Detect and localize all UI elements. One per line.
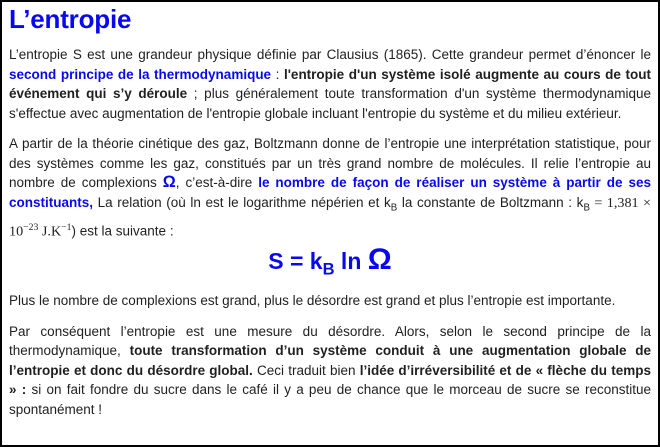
text-segment: Ω	[367, 242, 392, 276]
text-segment: si on fait fondre du sucre dans le café il y a peu de chance que le morceau de sucre se reconstitue spontanément !	[9, 382, 651, 417]
page-title: L’entropie	[9, 4, 132, 34]
text-segment: :	[271, 66, 284, 82]
text-segment: Par conséquent l’entropie est une mesure du désordre. Alors, selon le second principe de la thermodynamique,	[9, 323, 651, 359]
text-segment: Ω	[162, 173, 176, 192]
paragraph-definition-clausius	[9, 45, 651, 123]
text-segment: S = k	[268, 247, 323, 274]
text-segment: l’idée d’irréversibilité et de « flèche du temps » :	[9, 362, 651, 398]
text-segment: ) est la suivante :	[71, 223, 174, 239]
text-segment: −23	[23, 221, 39, 233]
text-segment: ; plus généralement toute transformation d'un système thermodynamique s'effectue avec augmentation de l'entropie globale incluant l'entropie du système et du milieu extérieur.	[9, 86, 651, 121]
text-segment: le nombre de façon de réaliser un système à partir de ses constituants,	[9, 175, 651, 210]
text-segment: La relation (où ln est le logarithme népérien et k	[93, 194, 391, 210]
boltzmann-entropy-equation	[9, 244, 651, 287]
text-segment: , c’est-à-dire	[175, 175, 259, 191]
text-segment: J.K	[38, 223, 62, 240]
text-segment: B	[390, 202, 398, 214]
paragraph-complexions-desordre	[9, 291, 651, 311]
text-segment: la constante de Boltzmann : k	[397, 194, 584, 210]
text-segment: = 1,381 × 10	[9, 194, 652, 240]
text-segment: ln	[334, 247, 368, 274]
paragraph-boltzmann-statistique	[9, 134, 651, 242]
text-segment: −1	[61, 221, 72, 233]
paragraph-fleche-du-temps	[9, 322, 651, 420]
text-segment: l'entropie d'un système isolé augmente au cours de tout événement qui s’y déroule	[9, 66, 651, 102]
text-segment: B	[322, 259, 335, 279]
text-segment: second principe de la thermodynamique	[9, 66, 272, 82]
text-segment: A partir de la théorie cinétique des gaz, Boltzmann donne de l’entropie une interprétation statistique, pour des systèmes comme les gaz, constitués par un très grand nombre de molécules. Il relie l’entropie au nombre de complexions	[9, 136, 651, 191]
text-segment: L’entropie S est une grandeur physique définie par Clausius (1865). Cette grandeur permet d’énoncer le	[9, 47, 651, 63]
text-segment: Ceci traduit bien	[252, 362, 360, 378]
text-segment: toute transformation d’un système conduit à une augmentation globale de l’entropie et donc du désordre global.	[9, 343, 652, 378]
text-segment: B	[583, 202, 590, 214]
text-segment: Plus le nombre de complexions est grand, plus le désordre est grand et plus l’entropie est importante.	[9, 293, 616, 309]
